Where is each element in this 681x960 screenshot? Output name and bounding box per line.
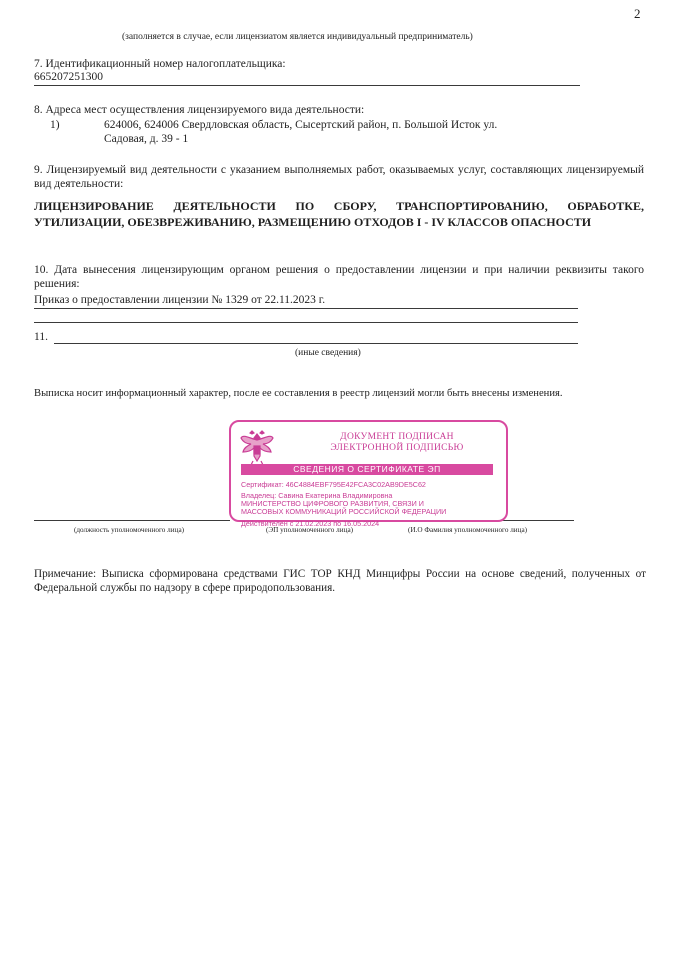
section11-caption: (иные сведения) — [295, 348, 361, 358]
section11-underline — [54, 343, 578, 344]
stamp-owner: Владелец: Савина Екатерина Владимировна — [241, 491, 393, 500]
section10-label: 10. Дата вынесения лицензирующим органом решения о предоставлении лицензии и при наличии реквизиты такого решения: — [34, 264, 644, 290]
section7-label: 7. Идентификационный номер налогоплательщика: — [34, 58, 286, 70]
address-line-2: Садовая, д. 39 - 1 — [104, 133, 189, 145]
stamp-owner-block — [241, 492, 446, 517]
name-caption: (И.О Фамилия уполномоченного лица) — [408, 526, 528, 534]
stamp-band: СВЕДЕНИЯ О СЕРТИФИКАТЕ ЭП — [241, 464, 493, 475]
address-line-1: 624006, 624006 Свердловская область, Сысертский район, п. Большой Исток ул. — [104, 119, 498, 131]
ip-note: (заполняется в случае, если лицензиатом является индивидуальный предприниматель) — [122, 32, 473, 42]
coat-of-arms-icon — [239, 428, 275, 466]
stamp-title-line-1: ДОКУМЕНТ ПОДПИСАН — [340, 432, 454, 442]
inn-underline — [34, 85, 580, 86]
position-caption: (должность уполномоченного лица) — [74, 526, 185, 534]
address-number: 1) — [50, 119, 60, 131]
electronic-signature-stamp — [229, 420, 508, 528]
stamp-certificate: Сертификат: 46C4884EBF795E42FCA3C02AB9DE5C62 — [241, 480, 426, 489]
stamp-org-line-2: МАССОВЫХ КОММУНИКАЦИЙ РОССИЙСКОЙ ФЕДЕРАЦИИ — [241, 507, 447, 517]
section8-label: 8. Адреса мест осуществления лицензируемого вида деятельности: — [34, 104, 365, 116]
license-activity: ЛИЦЕНЗИРОВАНИЕ ДЕЯТЕЛЬНОСТИ ПО СБОРУ, ТРАНСПОРТИРОВАНИЮ, ОБРАБОТКЕ, УТИЛИЗАЦИИ, ОБЕЗВРЕЖИВАНИЮ, РАЗМЕЩЕНИЮ ОТХОДОВ I - IV КЛАССОВ ОПАСНОСТИ — [34, 199, 644, 229]
stamp-title — [287, 432, 507, 454]
disclaimer: Выписка носит информационный характер, после ее составления в реестр лицензий могли быть внесены изменения. — [34, 388, 563, 399]
page-number: 2 — [634, 6, 641, 21]
stamp-title-line-2: ЭЛЕКТРОННОЙ ПОДПИСЬЮ — [330, 443, 464, 453]
ep-caption: (ЭП уполномоченного лица) — [266, 526, 354, 534]
section11-label: 11. — [34, 331, 48, 343]
footnote: Примечание: Выписка сформирована средствами ГИС ТОР КНД Минцифры России на основе сведений, полученных от Федеральной службы по надзору в сфере природопользования. — [34, 568, 646, 594]
stamp-org-line-1: МИНИСТЕРСТВО ЦИФРОВОГО РАЗВИТИЯ, СВЯЗИ И — [241, 499, 424, 509]
decision-value: Приказ о предоставлении лицензии № 1329 от 22.11.2023 г. — [34, 294, 326, 306]
decision-underline-1 — [34, 308, 578, 309]
decision-underline-2 — [34, 322, 578, 323]
inn-value: 665207251300 — [34, 71, 103, 83]
section9-label: 9. Лицензируемый вид деятельности с указанием выполняемых работ, оказываемых услуг, составляющих лицензируемый вид деятельности: — [34, 164, 644, 190]
position-line — [34, 520, 230, 521]
stamp-validity: Действителен с 21.02.2023 по 16.05.2024 — [241, 519, 380, 528]
